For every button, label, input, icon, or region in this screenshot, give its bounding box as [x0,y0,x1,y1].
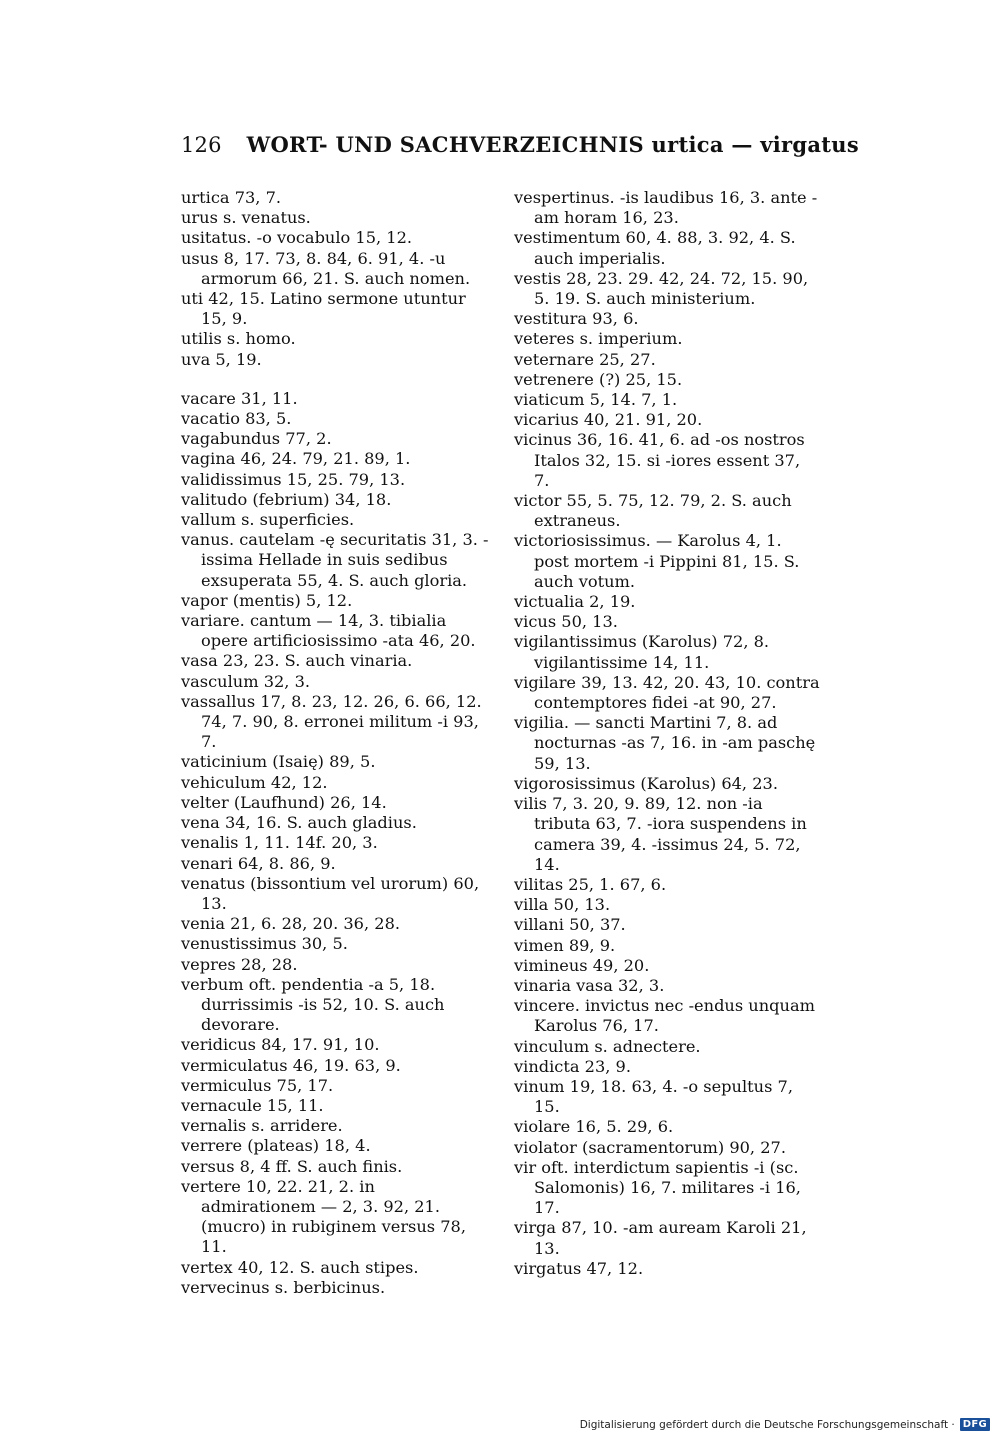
index-entry: victoriosissimus. — Karolus 4, 1. post mortem -i Pippini 81, 15. S. auch votum. [514,531,800,591]
running-title: WORT- UND SACHVERZEICHNIS urtica — virgatus [246,132,859,157]
index-entry: vimen 89, 9. [514,935,616,955]
index-entry: vagabundus 77, 2. [181,429,332,449]
index-entry: uti 42, 15. Latino sermone utuntur 15, 9. [181,289,466,329]
index-entry: victor 55, 5. 75, 12. 79, 2. S. auch extraneus. [514,491,792,531]
index-entry: vicus 50, 13. [514,612,618,632]
index-entry: vernalis s. arridere. [181,1116,343,1136]
index-entry: verbum oft. pendentia -a 5, 18. durrissimis -is 52, 10. S. auch devorare. [181,974,445,1035]
index-entry: vestis 28, 23. 29. 42, 24. 72, 15. 90, 5. 19. S. auch ministerium. [514,268,809,309]
index-entry: veteres s. imperium. [514,329,683,349]
index-entry: violare 16, 5. 29, 6. [514,1117,674,1137]
index-entry: venatus (bissontium vel urorum) 60, 13. [181,873,480,913]
index-entry: veridicus 84, 17. 91, 10. [181,1035,380,1055]
index-entry: vagina 46, 24. 79, 21. 89, 1. [181,449,411,469]
index-entry: vapor (mentis) 5, 12. [181,590,353,610]
index-entry: vincere. invictus nec -endus unquam Karolus 76, 17. [514,996,815,1036]
index-entry: venustissimus 30, 5. [181,934,348,954]
index-entry: vilitas 25, 1. 67, 6. [514,874,667,894]
index-entry: vestimentum 60, 4. 88, 3. 92, 4. S. auch imperialis. [514,228,796,268]
index-entry: vicarius 40, 21. 91, 20. [514,410,703,430]
index-entry: virgatus 47, 12. [514,1258,644,1278]
index-entry: vetrenere (?) 25, 15. [514,369,683,389]
index-entry: vanus. cautelam -ę securitatis 31, 3. -issima Hellade in suis sedibus exsuperata 55, 4. S. auch gloria. [181,530,489,590]
dfg-logo: DFG [960,1418,990,1431]
index-entry: vinaria vasa 32, 3. [514,975,665,995]
index-entry: vespertinus. -is laudibus 16, 3. ante -am horam 16, 23. [514,188,818,228]
page-number: 126 [181,133,222,157]
index-entry: violator (sacramentorum) 90, 27. [514,1137,786,1157]
index-entry: venari 64, 8. 86, 9. [181,853,336,873]
index-entry: vigorosissimus (Karolus) 64, 23. [514,773,778,793]
index-entry: vertex 40, 12. S. auch stipes. [181,1257,419,1277]
index-entry: uva 5, 19. [181,349,262,369]
index-entry: vigilantissimus (Karolus) 72, 8. vigilantissime 14, 11. [514,632,770,672]
index-entry: vimineus 49, 20. [514,955,650,975]
index-entry: vasculum 32, 3. [181,671,311,691]
index-entry: vepres 28, 28. [181,954,298,974]
credit-text: Digitalisierung gefördert durch die Deutsche Forschungsgemeinschaft · [579,1418,955,1431]
index-column-left [181,188,491,1298]
index-entry: vacatio 83, 5. [181,409,292,429]
index-entry: vir oft. interdictum sapientis -i (sc. Salomonis) 16, 7. militares -i 16, 17. [514,1157,801,1218]
index-entry: vestitura 93, 6. [514,309,639,329]
index-entry: vigilare 39, 13. 42, 20. 43, 10. contra contemptores fidei -at 90, 27. [514,672,820,713]
index-entry: venia 21, 6. 28, 20. 36, 28. [181,914,401,934]
index-entry: venalis 1, 11. 14f. 20, 3. [181,833,378,853]
index-entry: usus 8, 17. 73, 8. 84, 6. 91, 4. -u armorum 66, 21. S. auch nomen. [181,248,471,288]
index-entry: velter (Laufhund) 26, 14. [181,792,387,812]
section-gap [181,370,491,389]
index-entry: vilis 7, 3. 20, 9. 89, 12. non -ia tributa 63, 7. -iora suspendens in camera 39, 4. -issimus 24, 5. 72, 14. [514,794,807,874]
index-entry: vicinus 36, 16. 41, 6. ad -os nostros Italos 32, 15. si -iores essent 37, 7. [514,430,805,490]
index-entry: vervecinus s. berbicinus. [181,1277,386,1297]
index-entry: vermiculus 75, 17. [181,1075,334,1095]
index-entry: utilis s. homo. [181,329,296,349]
index-entry: vertere 10, 22. 21, 2. in admirationem — 2, 3. 92, 21. (mucro) in rubiginem versus 78, 11. [181,1176,466,1257]
digitization-credit [580,1418,990,1431]
index-entry: urtica 73, 7. [181,188,282,207]
index-entry: viaticum 5, 14. 7, 1. [514,390,678,410]
index-entry: vasa 23, 23. S. auch vinaria. [181,651,413,671]
index-entry: vallum s. superficies. [181,510,355,530]
index-entry: virga 87, 10. -am auream Karoli 21, 13. [514,1218,807,1258]
index-entry: vassallus 17, 8. 23, 12. 26, 6. 66, 12. 74, 7. 90, 8. erronei militum -i 93, 7. [181,691,482,752]
index-entry: vaticinium (Isaię) 89, 5. [181,752,376,772]
index-entry: valitudo (febrium) 34, 18. [181,489,392,509]
index-entry: victualia 2, 19. [514,592,636,612]
index-entry: veternare 25, 27. [514,349,656,369]
index-entry: vehiculum 42, 12. [181,772,328,792]
index-entry: villani 50, 37. [514,915,626,935]
index-entry: vacare 31, 11. [181,388,298,408]
index-column-right [514,188,820,1279]
index-entry: vindicta 23, 9. [514,1056,631,1076]
index-entry: vena 34, 16. S. auch gladius. [181,813,417,833]
index-entry: vernacule 15, 11. [181,1095,324,1115]
index-entry: validissimus 15, 25. 79, 13. [181,469,406,489]
index-entry: versus 8, 4 ff. S. auch finis. [181,1156,403,1176]
index-entry: villa 50, 13. [514,895,611,915]
page-header [181,132,859,157]
index-entry: vermiculatus 46, 19. 63, 9. [181,1055,401,1075]
index-entry: vinum 19, 18. 63, 4. -o sepultus 7, 15. [514,1076,793,1117]
index-entry: vigilia. — sancti Martini 7, 8. ad nocturnas -as 7, 16. in -am paschę 59, 13. [514,713,816,773]
index-entry: verrere (plateas) 18, 4. [181,1136,371,1156]
index-entry: urus s. venatus. [181,208,311,228]
index-entry: vinculum s. adnectere. [514,1036,701,1056]
index-entry: usitatus. -o vocabulo 15, 12. [181,228,413,248]
index-entry: variare. cantum — 14, 3. tibialia opere artificiosissimo -ata 46, 20. [181,611,476,651]
